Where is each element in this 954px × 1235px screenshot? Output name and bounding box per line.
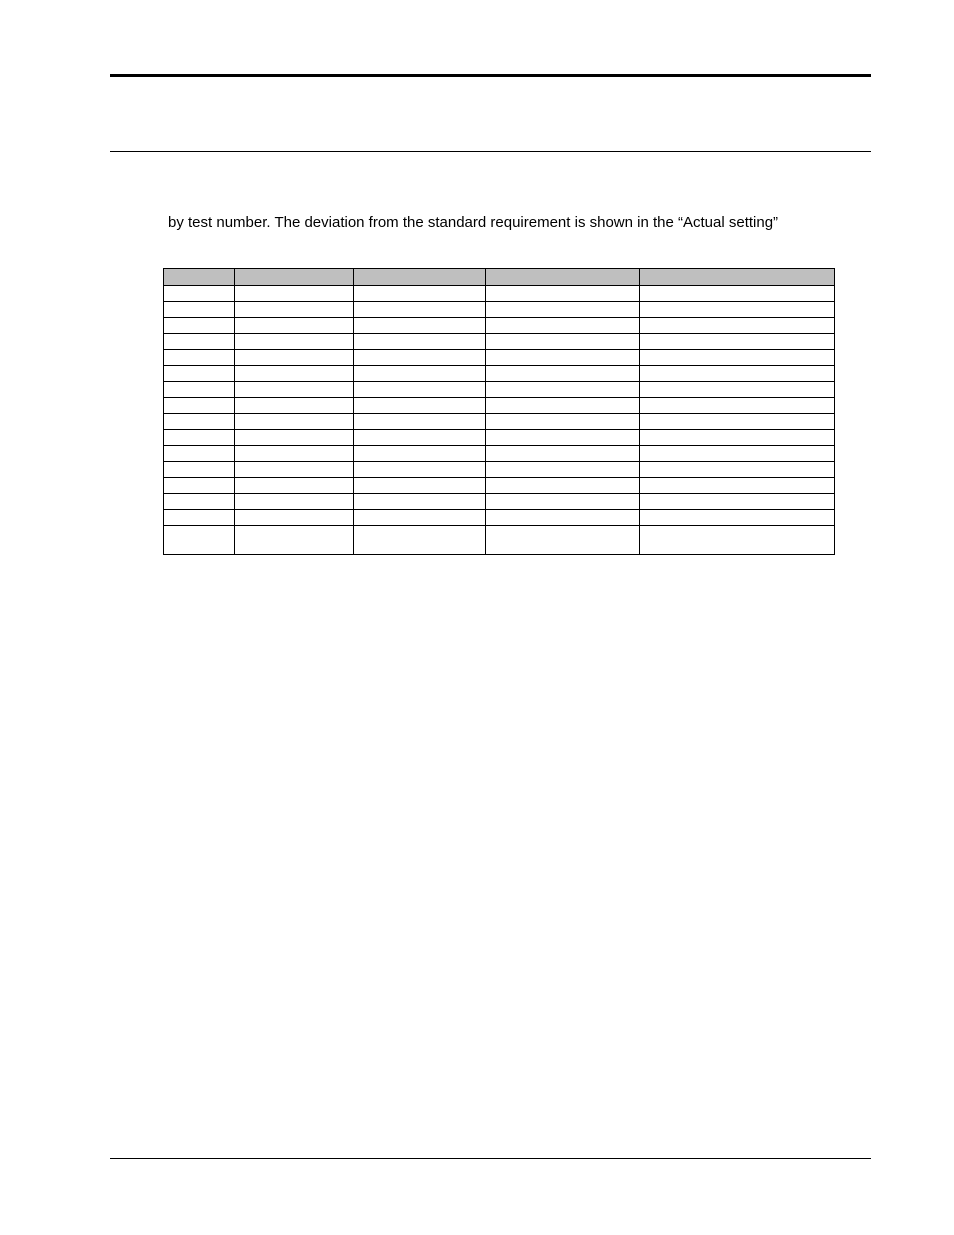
table-cell bbox=[164, 334, 235, 350]
top-rule bbox=[110, 74, 871, 77]
table-cell bbox=[354, 302, 486, 318]
table-row bbox=[164, 398, 835, 414]
table-cell bbox=[640, 382, 835, 398]
table-cell bbox=[235, 430, 354, 446]
table-cell bbox=[486, 526, 640, 555]
table-cell bbox=[640, 526, 835, 555]
table-cell bbox=[486, 398, 640, 414]
table-cell bbox=[235, 382, 354, 398]
table-cell bbox=[640, 286, 835, 302]
table-row bbox=[164, 302, 835, 318]
table-cell bbox=[164, 478, 235, 494]
table-cell bbox=[354, 350, 486, 366]
table-cell bbox=[235, 302, 354, 318]
table-cell bbox=[486, 446, 640, 462]
table-cell bbox=[640, 350, 835, 366]
table-cell bbox=[235, 318, 354, 334]
table-cell bbox=[354, 414, 486, 430]
table-row bbox=[164, 414, 835, 430]
body-paragraph: by test number. The deviation from the standard requirement is shown in the “Actual setting” bbox=[168, 214, 779, 231]
table-cell bbox=[354, 430, 486, 446]
table-cell bbox=[354, 382, 486, 398]
table-cell bbox=[235, 526, 354, 555]
table-cell bbox=[235, 510, 354, 526]
table-row bbox=[164, 446, 835, 462]
table-cell bbox=[640, 334, 835, 350]
table-row bbox=[164, 286, 835, 302]
table-cell bbox=[640, 446, 835, 462]
table-cell bbox=[640, 494, 835, 510]
table-row bbox=[164, 526, 835, 555]
table-cell bbox=[235, 286, 354, 302]
table-cell bbox=[486, 430, 640, 446]
table-cell bbox=[164, 318, 235, 334]
table-cell bbox=[640, 414, 835, 430]
table-cell bbox=[354, 318, 486, 334]
table-cell bbox=[235, 462, 354, 478]
table-cell bbox=[235, 446, 354, 462]
table-cell bbox=[164, 302, 235, 318]
table-header-cell bbox=[354, 269, 486, 286]
table-body bbox=[164, 286, 835, 555]
table-cell bbox=[354, 334, 486, 350]
table-cell bbox=[486, 414, 640, 430]
table-row bbox=[164, 430, 835, 446]
table-cell bbox=[486, 318, 640, 334]
table-cell bbox=[354, 286, 486, 302]
table-cell bbox=[164, 430, 235, 446]
table-cell bbox=[486, 350, 640, 366]
table-cell bbox=[164, 398, 235, 414]
table-cell bbox=[235, 494, 354, 510]
table-row bbox=[164, 318, 835, 334]
table-cell bbox=[235, 478, 354, 494]
test-settings-table bbox=[163, 268, 835, 555]
table-cell bbox=[164, 510, 235, 526]
table-cell bbox=[235, 414, 354, 430]
table-cell bbox=[354, 366, 486, 382]
table-cell bbox=[486, 302, 640, 318]
table-header-cell bbox=[640, 269, 835, 286]
table-cell bbox=[164, 382, 235, 398]
table-cell bbox=[235, 334, 354, 350]
table-cell bbox=[354, 526, 486, 555]
table-cell bbox=[640, 366, 835, 382]
table-cell bbox=[640, 510, 835, 526]
table-cell bbox=[486, 494, 640, 510]
table-row bbox=[164, 350, 835, 366]
table-cell bbox=[235, 350, 354, 366]
table-cell bbox=[164, 494, 235, 510]
table-cell bbox=[354, 478, 486, 494]
table-cell bbox=[486, 462, 640, 478]
table-row bbox=[164, 382, 835, 398]
table-cell bbox=[486, 510, 640, 526]
table-cell bbox=[354, 494, 486, 510]
table-cell bbox=[164, 462, 235, 478]
table-cell bbox=[164, 350, 235, 366]
header-rule bbox=[110, 151, 871, 152]
table-cell bbox=[164, 446, 235, 462]
table-cell bbox=[486, 382, 640, 398]
table-header-cell bbox=[486, 269, 640, 286]
table-row bbox=[164, 366, 835, 382]
table-cell bbox=[164, 366, 235, 382]
table-cell bbox=[640, 318, 835, 334]
table-header-cell bbox=[235, 269, 354, 286]
table-cell bbox=[640, 398, 835, 414]
table-cell bbox=[640, 478, 835, 494]
table-cell bbox=[354, 510, 486, 526]
table-row bbox=[164, 494, 835, 510]
table-cell bbox=[235, 366, 354, 382]
table-row bbox=[164, 478, 835, 494]
table-cell bbox=[354, 398, 486, 414]
table-header-cell bbox=[164, 269, 235, 286]
table-cell bbox=[164, 414, 235, 430]
table-cell bbox=[486, 334, 640, 350]
table-cell bbox=[354, 446, 486, 462]
table-cell bbox=[486, 366, 640, 382]
table-cell bbox=[486, 286, 640, 302]
table-cell bbox=[235, 398, 354, 414]
table-cell bbox=[164, 286, 235, 302]
table-cell bbox=[640, 430, 835, 446]
table-header-row bbox=[164, 269, 835, 286]
table-row bbox=[164, 462, 835, 478]
table-cell bbox=[486, 478, 640, 494]
table-cell bbox=[354, 462, 486, 478]
table-cell bbox=[164, 526, 235, 555]
table-row bbox=[164, 510, 835, 526]
footer-rule bbox=[110, 1158, 871, 1159]
table-row bbox=[164, 334, 835, 350]
table-cell bbox=[640, 462, 835, 478]
table-cell bbox=[640, 302, 835, 318]
